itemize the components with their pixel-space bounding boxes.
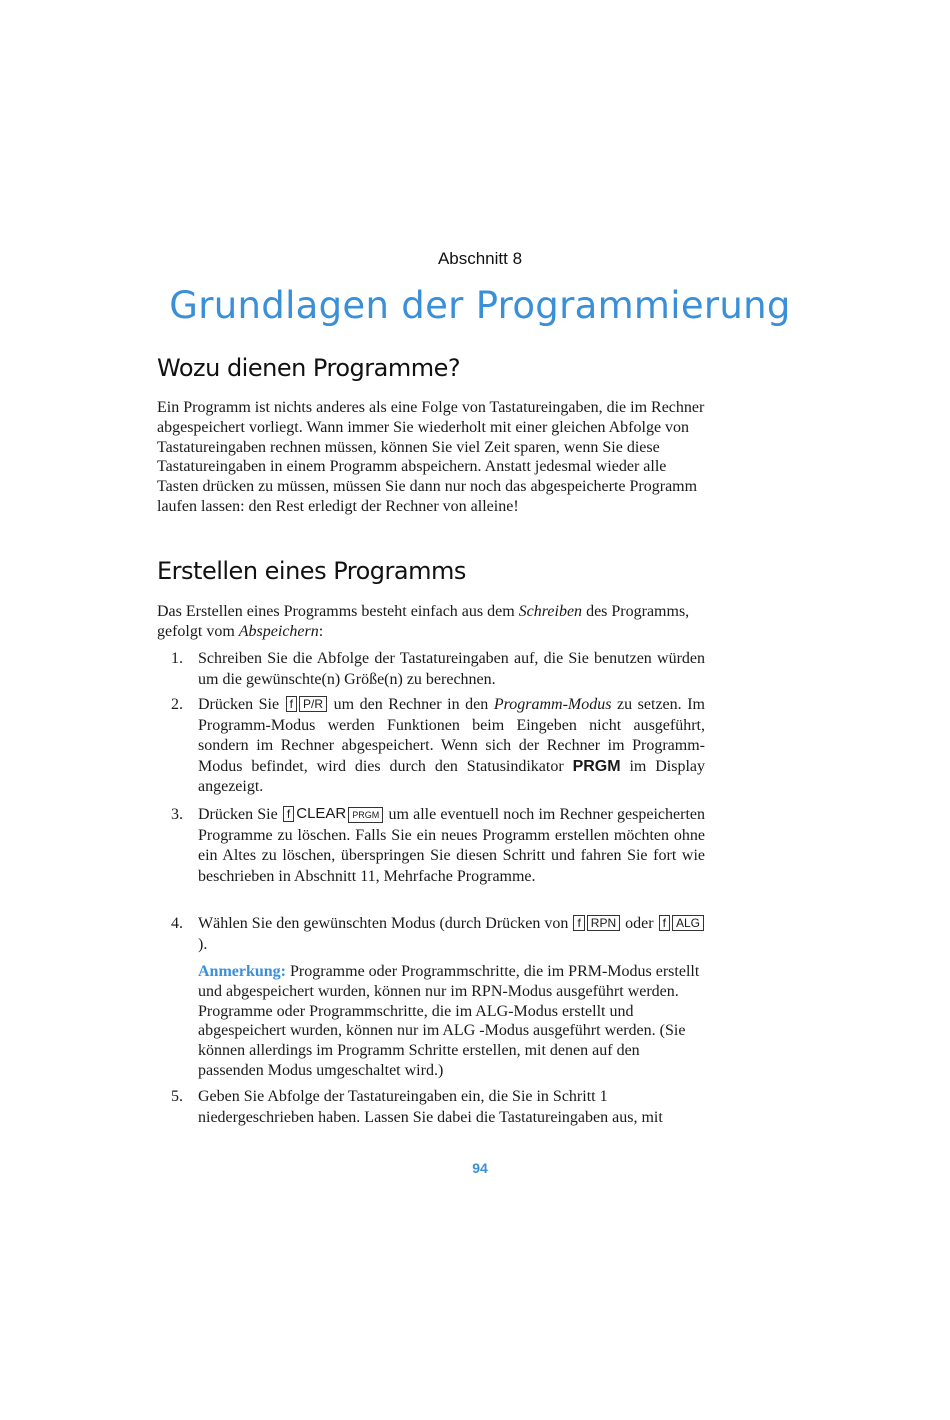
section-label: Abschnitt 8 [437, 249, 523, 268]
list-item [157, 805, 705, 887]
key-prgm: PRGM [348, 807, 383, 823]
step-text [198, 695, 705, 798]
intro-emphasis-save: Abspeichern [238, 622, 319, 640]
step-number: 5. [171, 1088, 183, 1105]
key-pr: P/R [299, 696, 327, 712]
list-item [157, 695, 705, 798]
step-text-part: Drücken Sie [198, 696, 285, 713]
step-text-part: zu setzen. Im Programm-Modus werden Funktionen beim Eingeben nicht ausgeführt, sondern im Rechner abgespeichert. Wenn sich der Rechner im Programm-Modus befindet, wird dies durch den Statusindikator [198, 696, 706, 775]
list-item [157, 1087, 705, 1128]
step-text [198, 805, 705, 887]
key-f: f [283, 806, 294, 822]
step-number: 4. [171, 915, 183, 932]
step-text: Schreiben Sie die Abfolge der Tastatureingaben auf, die Sie benutzen würden um die gewünschte(n) Größe(n) zu berechnen. [198, 650, 705, 688]
step-number: 1. [171, 650, 183, 667]
step-text-part: ). [198, 935, 208, 953]
key-rpn: RPN [587, 915, 620, 931]
note-box [198, 962, 705, 1081]
paragraph-create-intro [157, 602, 705, 642]
step-text-part: oder [621, 915, 658, 932]
step-number: 3. [171, 806, 183, 823]
step-text-part: im Display angezeigt. [198, 757, 706, 795]
paragraph-why-programs: Ein Programm ist nichts anderes als eine Folge von Tastatureingaben, die im Rechner abgespeichert vorliegt. Wann immer Sie wiederholt mit einer gleichen Abfolge von Tastatureingaben rechnen müssen, können Sie viel Zeit sparen, wenn Sie diese Tastatureingaben in einem Programm abspeichern. Anstatt jedesmal wieder alle Tasten drücken zu müssen, müssen Sie dann nur noch das abgespeicherte Programm laufen lassen: den Rest erledigt der Rechner von alleine! [157, 399, 705, 515]
note-label: Anmerkung: [198, 963, 287, 980]
page-title: Grundlagen der Programmierung [169, 284, 791, 327]
page-number: 94 [472, 1160, 488, 1176]
intro-text: Das Erstellen eines Programms besteht einfach aus dem [157, 603, 519, 620]
intro-emphasis-write: Schreiben [518, 603, 583, 620]
key-clear: CLEAR [296, 805, 347, 822]
status-indicator-prgm: PRGM [572, 757, 621, 775]
step-text: Geben Sie Abfolge der Tastatureingaben ein, die Sie in Schritt 1 niedergeschrieben haben. Lassen Sie dabei die Tastatureingaben aus, mit [198, 1088, 663, 1126]
list-item [157, 914, 705, 955]
step-number: 2. [171, 696, 183, 713]
list-item [157, 649, 705, 690]
key-f: f [573, 915, 584, 931]
key-f: f [659, 915, 670, 931]
key-alg: ALG [672, 915, 704, 931]
step-text [198, 914, 705, 955]
intro-text: : [318, 622, 324, 640]
heading-why-programs: Wozu dienen Programme? [157, 354, 461, 382]
heading-create-program: Erstellen eines Programms [157, 557, 466, 585]
note-text: Programme oder Programmschritte, die im PRM-Modus erstellt und abgespeichert wurden, können nur im RPN-Modus ausgeführt werden. Programme oder Programmschritte, die im ALG-Modus erstellt und abgespeichert wurden, können nur im ALG -Modus ausgeführt werden. (Sie können allerdings im Programm Schritte erstellen, mit denen auf den passenden Modus umgeschaltet wird.) [198, 963, 700, 1079]
emphasis-program-mode: Programm-Modus [493, 696, 612, 713]
key-f: f [286, 696, 297, 712]
step-text-part: um den Rechner in den [328, 696, 494, 713]
step-text-part: Wählen Sie den gewünschten Modus (durch Drücken von [198, 915, 573, 932]
intro-text: des Programms, gefolgt vom [157, 603, 690, 640]
step-text-part: um alle eventuell noch im Rechner gespeicherten Programme zu löschen. Falls Sie ein neues Programm erstellen möchten ohne ein Altes zu löschen, überspringen Sie diesen Schritt und fahren Sie fort wie beschrieben in Abschnitt 11, Mehrfache Programme. [198, 806, 705, 885]
step-text-part: Drücken Sie [198, 806, 282, 823]
